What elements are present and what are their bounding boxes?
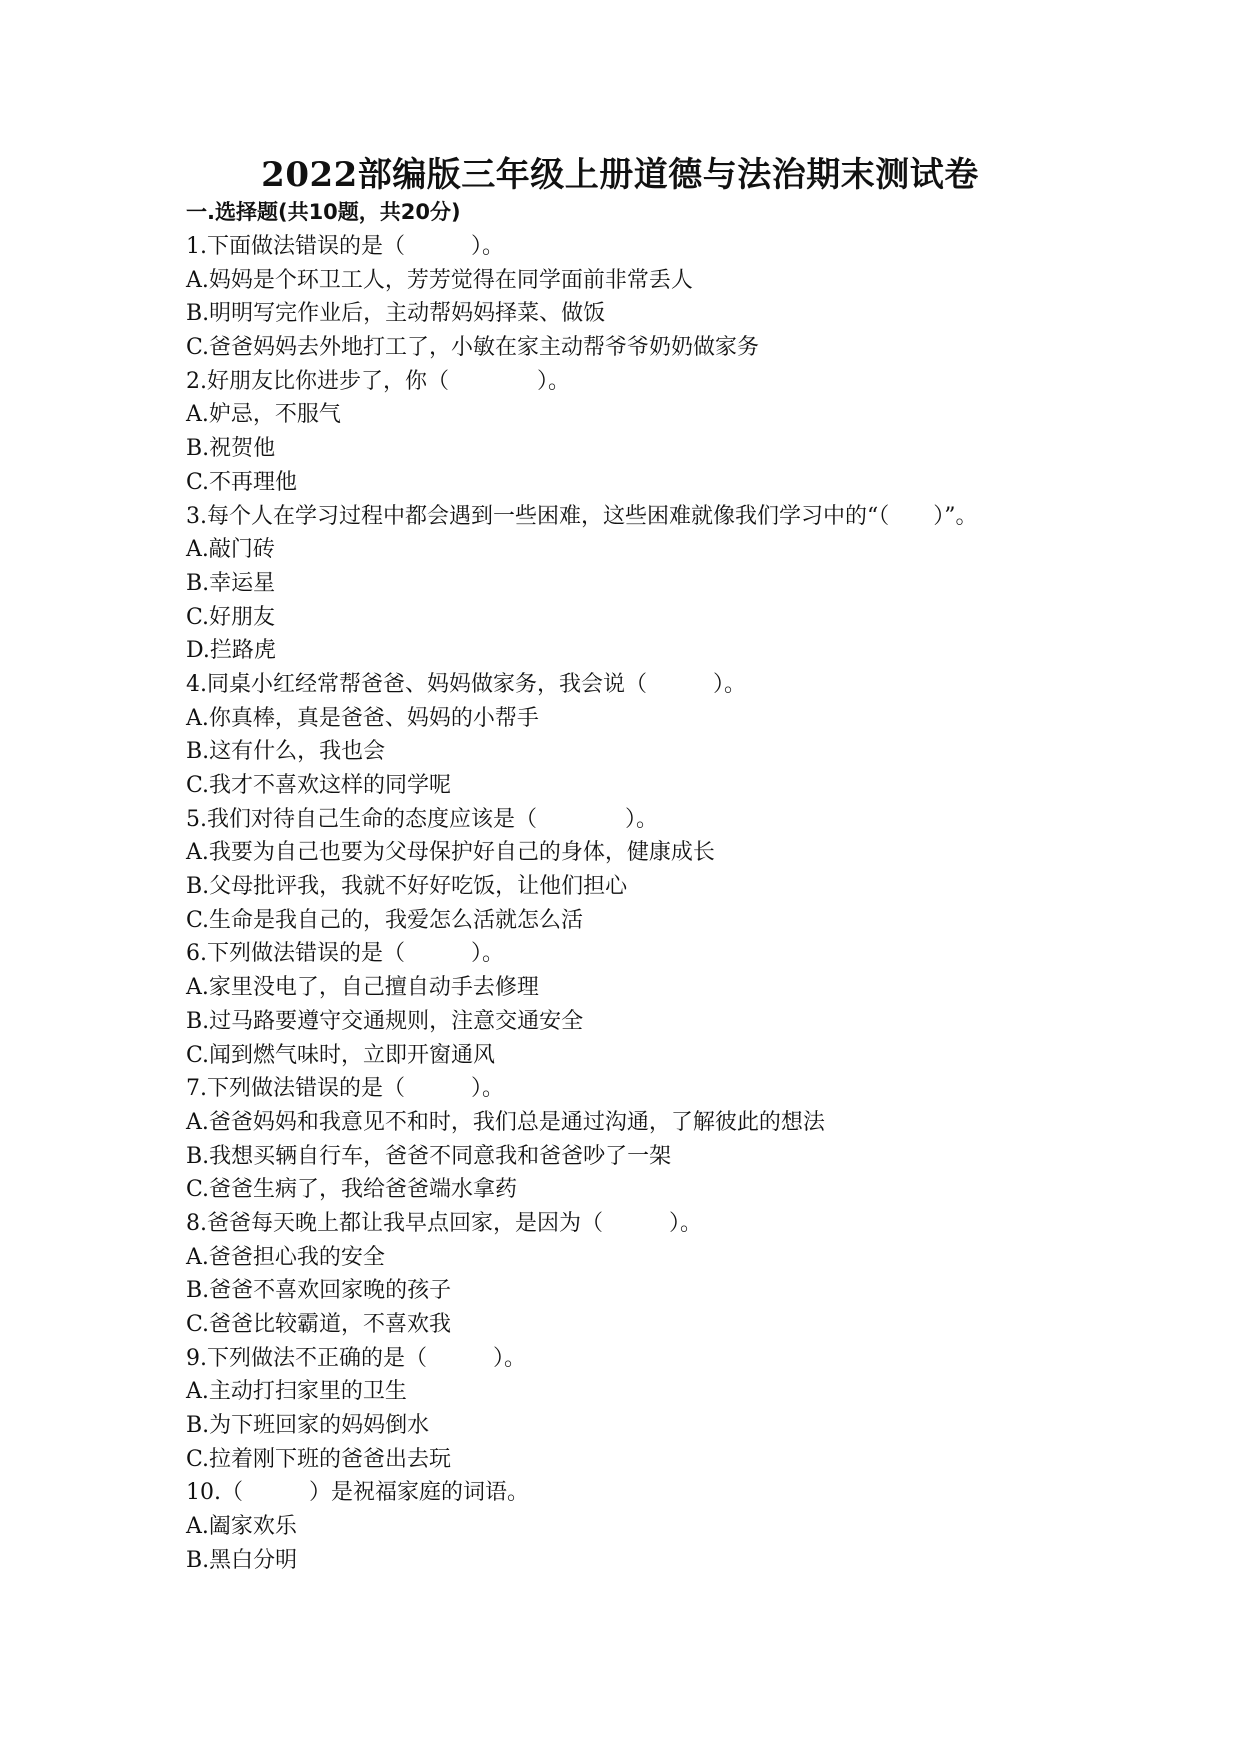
question-option: A.家里没电了，自己擅自动手去修理 xyxy=(186,975,539,1001)
question-stem: 3.每个人在学习过程中都会遇到一些困难，这些困难就像我们学习中的“（ ）”。 xyxy=(186,503,978,529)
question-stem: 2.好朋友比你进步了，你（ ）。 xyxy=(186,368,570,394)
question-option: C.爸爸比较霸道，不喜欢我 xyxy=(186,1312,452,1338)
question-option: B.父母批评我，我就不好好吃饭，让他们担心 xyxy=(186,874,628,900)
question-option: B.过马路要遵守交通规则，注意交通安全 xyxy=(186,1008,584,1034)
question-option: B.为下班回家的妈妈倒水 xyxy=(186,1413,430,1439)
question-option: B.祝贺他 xyxy=(186,436,276,462)
question-option: B.爸爸不喜欢回家晚的孩子 xyxy=(186,1278,452,1304)
question-option: D.拦路虎 xyxy=(186,638,276,664)
question-option: B.幸运星 xyxy=(186,570,276,596)
question-stem: 8.爸爸每天晚上都让我早点回家，是因为（ ）。 xyxy=(186,1210,702,1236)
question-stem: 5.我们对待自己生命的态度应该是（ ）。 xyxy=(186,806,658,832)
question-option: A.妒忌，不服气 xyxy=(186,402,341,428)
question-option: A.敲门砖 xyxy=(186,537,275,563)
question-option: A.阖家欢乐 xyxy=(186,1514,297,1540)
question-list xyxy=(186,230,1066,1578)
question-option: B.这有什么，我也会 xyxy=(186,739,386,765)
question-stem: 10.（ ）是祝福家庭的词语。 xyxy=(186,1480,529,1506)
question-option: A.主动打扫家里的卫生 xyxy=(186,1379,407,1405)
question-stem: 6.下列做法错误的是（ ）。 xyxy=(186,941,504,967)
question-option: C.闻到燃气味时，立即开窗通风 xyxy=(186,1042,496,1068)
question-stem: 4.同桌小红经常帮爸爸、妈妈做家务，我会说（ ）。 xyxy=(186,671,746,697)
question-option: A.爸爸妈妈和我意见不和时，我们总是通过沟通，了解彼此的想法 xyxy=(186,1109,825,1135)
question-stem: 1.下面做法错误的是（ ）。 xyxy=(186,234,504,259)
question-option: A.妈妈是个环卫工人，芳芳觉得在同学面前非常丢人 xyxy=(186,267,693,293)
question-stem: 9.下列做法不正确的是（ ）。 xyxy=(186,1345,526,1371)
page-title: 2022部编版三年级上册道德与法治期末测试卷 xyxy=(261,155,979,195)
question-option: C.拉着刚下班的爸爸出去玩 xyxy=(186,1446,452,1472)
question-option: A.爸爸担心我的安全 xyxy=(186,1244,385,1270)
question-option: C.好朋友 xyxy=(186,604,276,630)
question-option: A.你真棒，真是爸爸、妈妈的小帮手 xyxy=(186,705,539,731)
question-option: C.生命是我自己的，我爱怎么活就怎么活 xyxy=(186,907,584,933)
question-option: B.我想买辆自行车，爸爸不同意我和爸爸吵了一架 xyxy=(186,1143,672,1169)
question-option: C.爸爸生病了，我给爸爸端水拿药 xyxy=(186,1177,518,1203)
section-heading: 一.选择题(共10题，共20分) xyxy=(186,200,461,224)
question-option: B.黑白分明 xyxy=(186,1547,298,1573)
question-option: B.明明写完作业后，主动帮妈妈择菜、做饭 xyxy=(186,301,606,327)
question-option: C.不再理他 xyxy=(186,469,298,495)
question-option: A.我要为自己也要为父母保护好自己的身体，健康成长 xyxy=(186,840,715,866)
question-option: C.爸爸妈妈去外地打工了，小敏在家主动帮爷爷奶奶做家务 xyxy=(186,335,760,361)
question-stem: 7.下列做法错误的是（ ）。 xyxy=(186,1076,504,1102)
question-option: C.我才不喜欢这样的同学呢 xyxy=(186,773,452,799)
